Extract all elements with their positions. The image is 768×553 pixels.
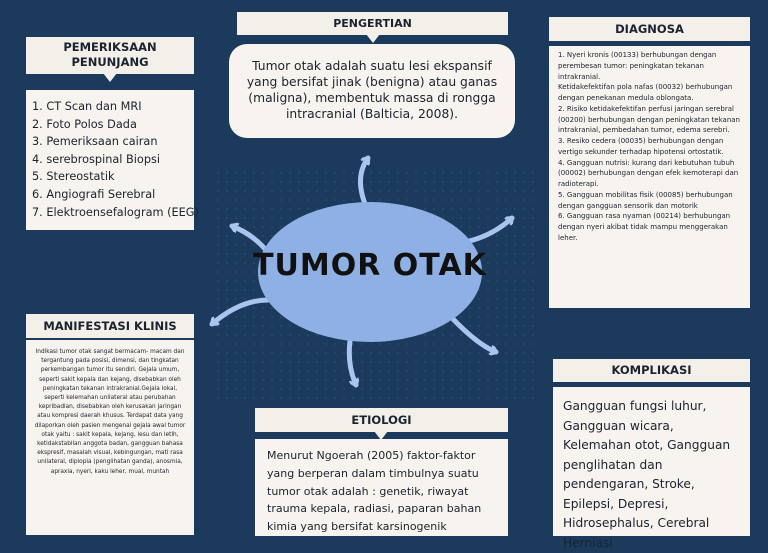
etiologi-box: Menurut Ngoerah (2005) faktor-faktor yang berperan dalam timbulnya suatu tumor otak adalah : genetik, riwayat trauma kepala, radiasi, paparan bahan kimia yang bersifat karsinogenik xyxy=(255,439,508,536)
list-item: 4. Gangguan nutrisi: kurang dari kebutuhan tubuh (00002) berhubungan dengan efek kemoterapi dan radioterapi. xyxy=(558,158,739,188)
arrow-to-komplikasi xyxy=(452,318,496,352)
list-item: 1. Nyeri kronis (00133) berhubungan dengan perembesan tumor: peningkatan tekanan intrakranial. xyxy=(558,51,717,81)
manifestasi-title: MANIFESTASI KLINIS xyxy=(26,314,194,338)
pengertian-box: Tumor otak adalah suatu lesi ekspansif yang bersifat jinak (benigna) atau ganas (maligna), membentuk massa di rongga intracranial (Balticia, 2008). xyxy=(229,44,515,138)
pengertian-title: PENGERTIAN xyxy=(237,12,508,35)
pemeriksaan-title-pointer xyxy=(103,73,117,82)
list-item: Ketidakefektifan pola nafas (00032) berhubungan dengan penekanan medula oblongata. xyxy=(558,83,733,102)
list-item: 3. Resiko cedera (00035) berhubungan dengan vertigo sekunder terhadap hipotensi ortostatik. xyxy=(558,137,724,156)
arrow-to-manifestasi xyxy=(212,300,268,324)
list-item: 3. Pemeriksaan cairan xyxy=(32,135,158,149)
list-item: 5. Gangguan mobilitas fisik (00085) berhubungan dengan gangguan sensorik dan motorik xyxy=(558,190,733,210)
list-item: 7. Elektroensefalogram (EEG) xyxy=(32,205,199,219)
pengertian-title-pointer xyxy=(366,34,380,43)
list-item: 2. Risiko ketidakefektifan perfusi jaringan serebral (00200) berhubungan dengan peningkatan tekanan intrakranial, pembedahan tumor, edema serebri. xyxy=(558,104,740,135)
manifestasi-box: Indikasi tumor otak sangat bermacam- macam dan tergantung pada posisi, dimensi, dan tingkatan perkembangan tumor itu sendiri. Gejala umum, seperti sakit kepala dan kejang, disebabkan oleh peningkatan tekanan intrakranial.Gejala lokal, seperti kelemahan unilateral atau perubahan kepribadian, disebabkan oleh kerusakan jaringan atau kompresi daerah khusus. Terdapat data yang dilaporkan oleh pasien mengenai gejala awal tumor otak yaitu : sakit kepala, kejang, lesu dan letih, ketidakstabilan anggota badan, gangguan bahasa ekspresif, masalah visual, kebingungan, mati rasa unilateral, diplopia (penglihatan ganda), anosmia, apraxia, nyeri, kaku leher, mual, muntah xyxy=(26,340,194,535)
pemeriksaan-box xyxy=(26,90,199,230)
diagnosa-title: DIAGNOSA xyxy=(549,17,750,41)
komplikasi-title: KOMPLIKASI xyxy=(553,359,750,382)
komplikasi-box: Gangguan fungsi luhur, Gangguan wicara, Kelemahan otot, Gangguan penglihatan dan pendengaran, Stroke, Epilepsi, Depresi, Hidrosephalus, Cerebral Herniasi xyxy=(553,387,750,536)
list-item: 1. CT Scan dan MRI xyxy=(32,100,142,113)
list-item: 4. serebrospinal Biopsi xyxy=(32,152,161,166)
pemeriksaan-title: PEMERIKSAAN PENUNJANG xyxy=(26,37,194,74)
list-item: 2. Foto Polos Dada xyxy=(32,117,137,131)
pemeriksaan-list xyxy=(32,98,199,221)
etiologi-title: ETIOLOGI xyxy=(255,408,508,432)
diagnosa-box xyxy=(549,46,750,308)
list-item: 6. Gangguan rasa nyaman (00214) berhubungan dengan nyeri akibat tidak mampu menggerakan leher. xyxy=(558,212,731,242)
center-title: TUMOR OTAK xyxy=(253,248,487,283)
list-item: 5. Stereostatik xyxy=(32,170,115,184)
list-item: 6. Angiografi Serebral xyxy=(32,187,156,201)
